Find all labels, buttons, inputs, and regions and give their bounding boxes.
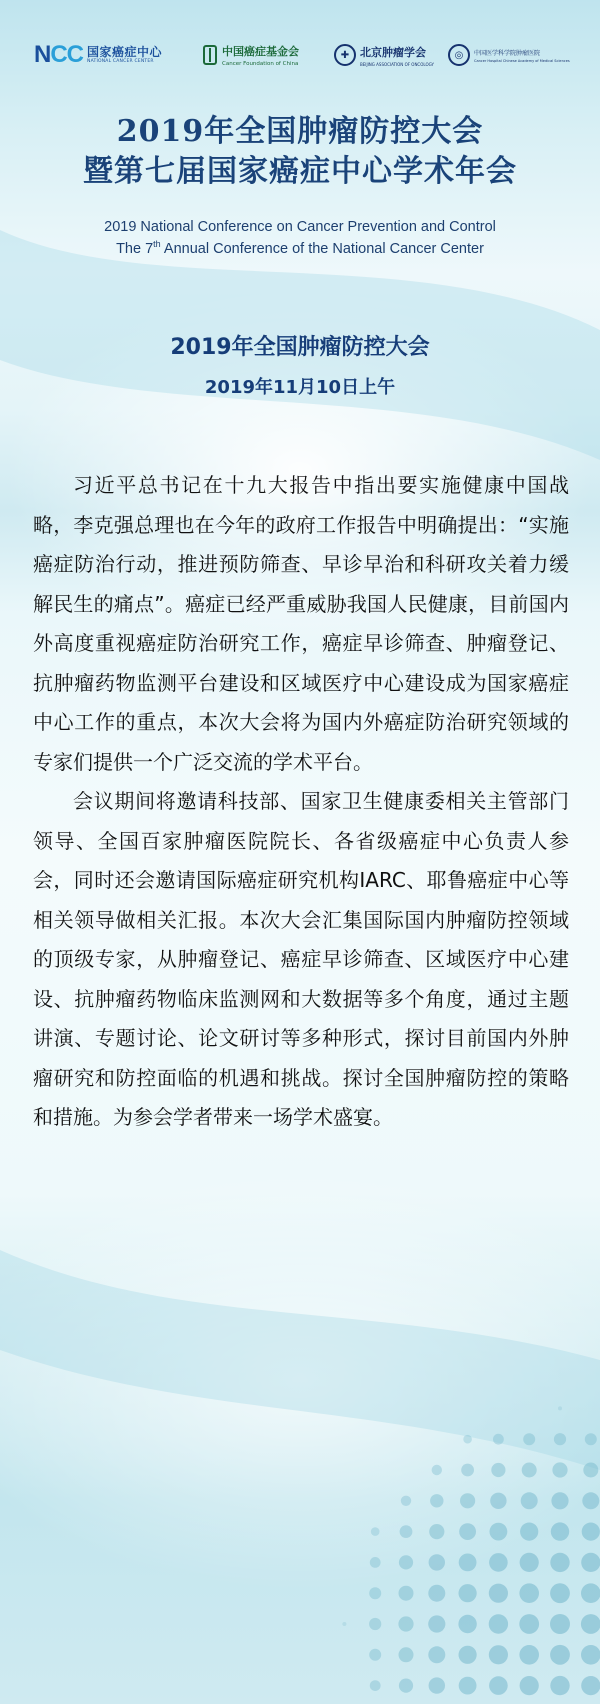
main-title-line2: 暨第七届国家癌症中心学术年会 — [83, 154, 517, 189]
cfc-logo — [202, 38, 327, 72]
globe-dot — [399, 1555, 413, 1569]
session-date: 2019年11月10日上午 — [204, 377, 396, 398]
globe-dot — [519, 1583, 539, 1603]
english-title-line2: The 7th Annual Conference of the National Cancer Center — [116, 239, 484, 257]
globe-dot — [552, 1462, 567, 1477]
globe-dot — [520, 1676, 539, 1695]
ncc-logo — [34, 38, 194, 72]
globe-dot — [430, 1494, 443, 1507]
globe-dot — [520, 1553, 539, 1572]
globe-dot — [489, 1553, 508, 1572]
bao-name-cn: 北京肿瘤学会 — [360, 45, 426, 59]
ncc-name-cn: 国家癌症中心 — [87, 44, 163, 59]
globe-dot — [558, 1406, 562, 1410]
session-title: 2019年全国肿瘤防控大会 — [170, 335, 430, 360]
globe-dot — [370, 1680, 381, 1691]
globe-dot — [490, 1523, 508, 1541]
globe-dot — [581, 1614, 600, 1634]
logo-bar — [34, 38, 574, 72]
chh-name-en: Cancer Hospital Chinese Academy of Medical Sciences — [474, 58, 570, 63]
globe-dot — [369, 1618, 381, 1630]
main-title-line1: 2019年全国肿瘤防控大会 — [116, 114, 484, 149]
globe-dot — [459, 1677, 477, 1695]
globe-dot — [371, 1527, 380, 1536]
globe-dot — [554, 1433, 566, 1445]
globe-dot — [550, 1676, 569, 1695]
ncc-logo-mark: NCC — [34, 41, 84, 68]
globe-dot — [429, 1524, 444, 1539]
globe-dot — [581, 1553, 600, 1572]
cfc-name-en: Cancer Foundation of China — [222, 61, 299, 67]
globe-dot — [581, 1645, 600, 1665]
bao-name-en: BEIJING ASSOCIATION OF ONCOLOGY — [360, 61, 434, 67]
globe-dot — [398, 1616, 413, 1631]
dotted-globe-decoration — [300, 1364, 600, 1704]
globe-dot — [550, 1553, 569, 1572]
globe-dot — [432, 1465, 442, 1475]
globe-dot — [459, 1646, 477, 1664]
globe-dot — [369, 1587, 381, 1599]
globe-dot — [489, 1645, 508, 1664]
bao-emblem-icon: ✚ — [334, 44, 356, 66]
globe-dot — [521, 1492, 538, 1509]
globe-dot — [458, 1615, 476, 1633]
globe-dot — [429, 1677, 445, 1693]
globe-dot — [489, 1676, 508, 1695]
body-paragraph-1: 习近平总书记在十九大报告中指出要实施健康中国战略，李克强总理也在今年的政府工作报告中明确提出：“实施癌症防治行动，推进预防筛查、早诊早治和科研攻关着力缓解民生的痛点”。癌症已经严重威胁我国人民健康，目前国内外高度重视癌症防治研究工作，癌症早诊筛查、肿瘤登记、抗肿瘤药物监测平台建设和区域医疗中心建设成为国家癌症中心工作的重点，本次大会将为国内外癌症防治研究领域的专家们提供一个广泛交流的学术平台。 — [33, 473, 569, 774]
globe-dot — [519, 1614, 539, 1634]
globe-dot — [583, 1463, 598, 1478]
globe-dot — [428, 1585, 445, 1602]
globe-dot — [582, 1492, 599, 1509]
globe-dot — [401, 1496, 411, 1506]
globe-dot — [461, 1464, 474, 1477]
globe-dot — [428, 1615, 445, 1632]
cfc-emblem-icon — [202, 44, 218, 66]
globe-dot — [459, 1584, 477, 1602]
globe-dot — [463, 1435, 472, 1444]
globe-dot — [489, 1584, 508, 1603]
globe-dot — [399, 1647, 414, 1662]
globe-dot — [520, 1523, 538, 1541]
globe-dot — [370, 1557, 381, 1568]
body-text — [33, 466, 569, 1138]
globe-dot — [489, 1614, 508, 1633]
globe-dot — [519, 1645, 539, 1665]
body-paragraph-2: 会议期间将邀请科技部、国家卫生健康委相关主管部门领导、全国百家肿瘤医院院长、各省级癌症中心负责人参会，同时还会邀请国际癌症研究机构IARC、耶鲁癌症中心等相关领导做相关汇报。本次大会汇集国际国内肿瘤防控领域的顶级专家，从肿瘤登记、癌症早诊筛查、区域医疗中心建设、抗肿瘤药物临床监测网和大数据等多个角度，通过主题讲演、专题讨论、论文研讨等多种形式，探讨目前国内外肿瘤研究和防控面临的机遇和挑战。探讨全国肿瘤防控的策略和措施。为参会学者带来一场学术盛宴。 — [33, 789, 569, 1129]
globe-dot — [400, 1525, 413, 1538]
cfc-name-cn: 中国癌症基金会 — [222, 45, 299, 58]
globe-dot — [429, 1554, 445, 1570]
globe-dot — [551, 1492, 568, 1509]
globe-dot — [585, 1433, 597, 1445]
globe-dot — [522, 1463, 537, 1478]
chh-name-cn: 中国医学科学院肿瘤医院 — [474, 49, 541, 57]
chh-logo — [448, 38, 576, 72]
globe-dot — [399, 1679, 413, 1693]
globe-dot — [582, 1523, 600, 1541]
globe-dot — [550, 1614, 570, 1634]
globe-dot — [550, 1583, 570, 1603]
globe-dot — [399, 1586, 414, 1601]
globe-dot — [459, 1554, 477, 1572]
globe-dot — [581, 1676, 600, 1695]
globe-dot — [490, 1493, 506, 1509]
globe-dot — [369, 1649, 381, 1661]
globe-dot — [428, 1646, 445, 1663]
globe-dot — [493, 1434, 504, 1445]
globe-dot — [491, 1463, 505, 1477]
globe-dot — [523, 1433, 535, 1445]
globe-dot — [550, 1645, 570, 1665]
chh-emblem-icon: ◎ — [448, 44, 470, 66]
english-title-line1: 2019 National Conference on Cancer Prevention and Control — [104, 219, 496, 235]
globe-dot — [581, 1583, 600, 1603]
globe-dot — [460, 1493, 475, 1508]
globe-dot — [342, 1622, 346, 1626]
globe-dot — [459, 1523, 476, 1540]
globe-dot — [551, 1522, 569, 1540]
bao-logo — [334, 38, 444, 72]
ncc-name-en: NATIONAL CANCER CENTER — [87, 58, 154, 64]
